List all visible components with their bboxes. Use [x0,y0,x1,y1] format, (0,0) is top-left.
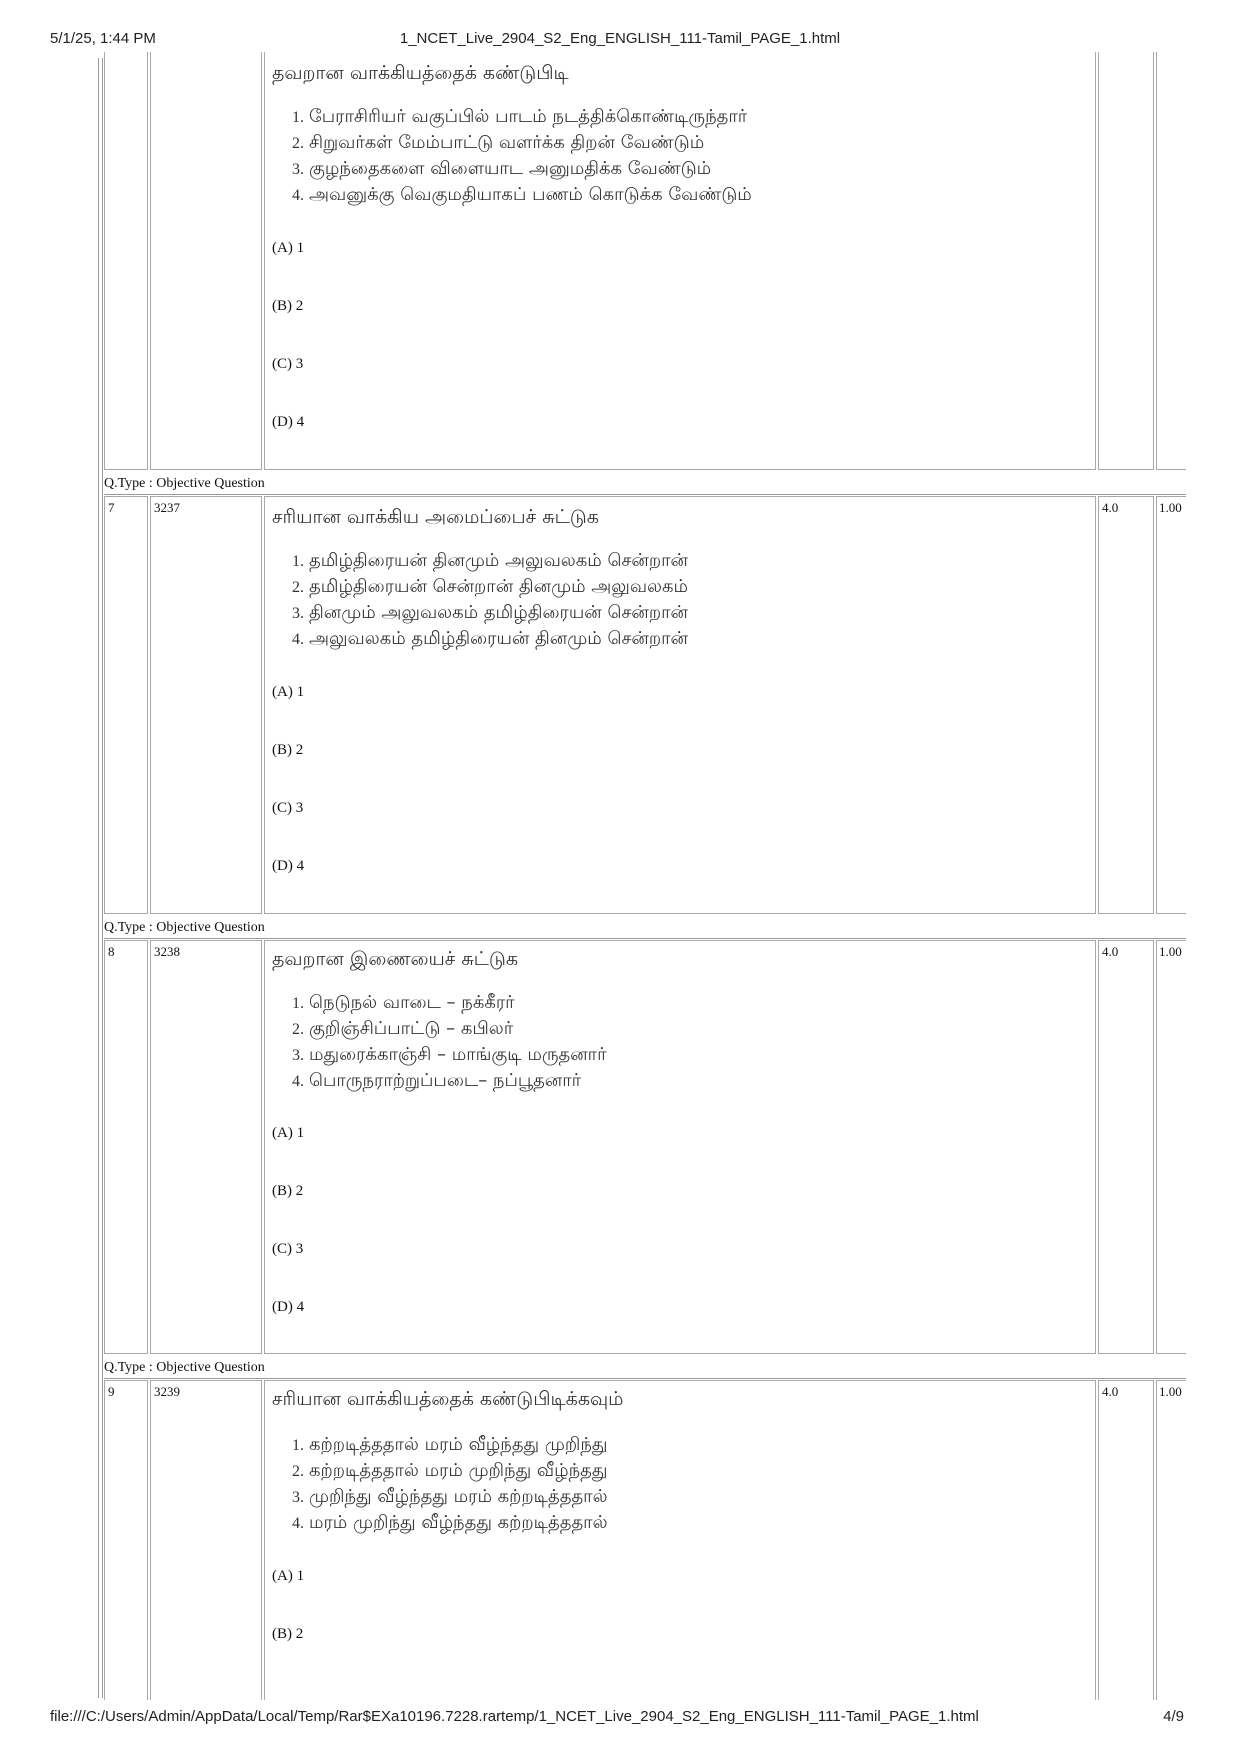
outer-border-left-inner [102,58,103,1698]
q9-sno-cell [104,1380,148,1700]
print-datetime: 5/1/25, 1:44 PM [50,30,156,47]
q9-stem: சரியான வாக்கியத்தைக் கண்டுபிடிக்கவும் [272,1388,624,1410]
q7-marks-cell [1098,496,1154,914]
outer-border-left [98,58,99,1698]
q6-answer-d: (D) 4 [272,414,305,430]
q6-option-2: 2. சிறுவர்கள் மேம்பாட்டு வளர்க்க திறன் வேண்டும் [292,132,705,153]
q7-type-rule [104,494,1186,495]
q8-qid-cell [150,940,262,1354]
q7-type-label: Q.Type : Objective Question [104,476,265,491]
q7-marks: 4.0 [1102,500,1119,515]
q7-option-3: 3. தினமும் அலுவலகம் தமிழ்திரையன் சென்றான் [292,602,688,623]
q9-type-rule [104,1378,1186,1379]
print-title: 1_NCET_Live_2904_S2_Eng_ENGLISH_111-Tamil_PAGE_1.html [399,30,841,47]
q9-negative-marks: 1.00 [1159,1384,1182,1399]
q7-neg-cell [1156,496,1186,914]
q7-option-2: 2. தமிழ்திரையன் சென்றான் தினமும் அலுவலகம் [292,576,688,597]
q8-marks: 4.0 [1102,944,1119,959]
q9-option-1: 1. கற்றடித்ததால் மரம் வீழ்ந்தது முறிந்து [292,1434,608,1455]
q6-option-1: 1. பேராசிரியர் வகுப்பில் பாடம் நடத்திக்கொண்டிருந்தார் [292,106,748,127]
q6-answer-b: (B) 2 [272,298,304,314]
q7-answer-b: (B) 2 [272,742,304,758]
q9-option-2: 2. கற்றடித்ததால் மரம் முறிந்து வீழ்ந்தது [292,1460,608,1481]
q6-stem: தவறான வாக்கியத்தைக் கண்டுபிடி [272,62,569,84]
q8-answer-a: (A) 1 [272,1125,305,1141]
q6-option-4: 4. அவனுக்கு வெகுமதியாகப் பணம் கொடுக்க வேண்டும் [292,184,752,205]
q9-answer-a: (A) 1 [272,1568,305,1584]
q7-sno: 7 [108,500,115,515]
q7-sno-cell [104,496,148,914]
q7-qid: 3237 [154,500,180,515]
q6-options [292,104,752,208]
q7-answer-d: (D) 4 [272,858,305,874]
print-footer [0,1708,1240,1730]
q6-answer-a: (A) 1 [272,240,305,256]
q7-answer-c: (C) 3 [272,800,304,816]
q9-option-3: 3. முறிந்து வீழ்ந்தது மரம் கற்றடித்ததால் [292,1486,608,1507]
q9-marks: 4.0 [1102,1384,1119,1399]
q8-negative-marks: 1.00 [1159,944,1182,959]
q7-option-4: 4. அலுவலகம் தமிழ்திரையன் தினமும் சென்றான் [292,628,688,649]
q7-qid-cell [150,496,262,914]
q9-marks-cell [1098,1380,1154,1700]
q9-answer-b: (B) 2 [272,1626,304,1642]
q7-negative-marks: 1.00 [1159,500,1182,515]
q7-options [292,548,688,652]
q9-type-label: Q.Type : Objective Question [104,1360,265,1375]
q8-type-rule [104,938,1186,939]
q6-answer-c: (C) 3 [272,356,304,372]
q8-sno-cell [104,940,148,1354]
q8-answer-d: (D) 4 [272,1299,305,1315]
print-file-path: file:///C:/Users/Admin/AppData/Local/Temp/Rar$EXa10196.7228.rartemp/1_NCET_Live_2904_S2_Eng_ENGLISH_111-Tamil_PAGE_1.html [50,1708,979,1725]
q9-sno: 9 [108,1384,115,1399]
q8-options [292,990,606,1094]
print-page-number: 4/9 [1163,1708,1184,1725]
q8-stem: தவறான இணையைச் சுட்டுக [272,948,518,970]
q6-option-3: 3. குழந்தைகளை விளையாட அனுமதிக்க வேண்டும் [292,158,712,179]
q8-sno: 8 [108,944,115,959]
q6-qid-cell [150,52,262,470]
q7-stem: சரியான வாக்கிய அமைப்பைச் சுட்டுக [272,506,599,528]
q9-body-cell [264,1380,1096,1700]
q6-neg-cell [1156,52,1186,470]
q8-option-3: 3. மதுரைக்காஞ்சி – மாங்குடி மருதனார் [292,1044,607,1065]
q8-option-2: 2. குறிஞ்சிப்பாட்டு – கபிலர் [292,1018,514,1039]
q7-answer-a: (A) 1 [272,684,305,700]
q9-option-4: 4. மரம் முறிந்து வீழ்ந்தது கற்றடித்ததால் [292,1512,608,1533]
q8-option-1: 1. நெடுநல் வாடை – நக்கீரர் [292,992,515,1013]
q9-qid: 3239 [154,1384,180,1399]
q9-qid-cell [150,1380,262,1700]
q9-options [292,1432,608,1536]
q6-sno-cell [104,52,148,470]
q9-neg-cell [1156,1380,1186,1700]
q8-answer-b: (B) 2 [272,1183,304,1199]
q8-option-4: 4. பொருநராற்றுப்படை– நப்பூதனார் [292,1070,582,1091]
q8-qid: 3238 [154,944,180,959]
q8-marks-cell [1098,940,1154,1354]
print-header [0,30,1240,52]
q7-option-1: 1. தமிழ்திரையன் தினமும் அலுவலகம் சென்றான் [292,550,688,571]
q8-type-label: Q.Type : Objective Question [104,920,265,935]
q8-answer-c: (C) 3 [272,1241,304,1257]
q6-marks-cell [1098,52,1154,470]
q8-neg-cell [1156,940,1186,1354]
